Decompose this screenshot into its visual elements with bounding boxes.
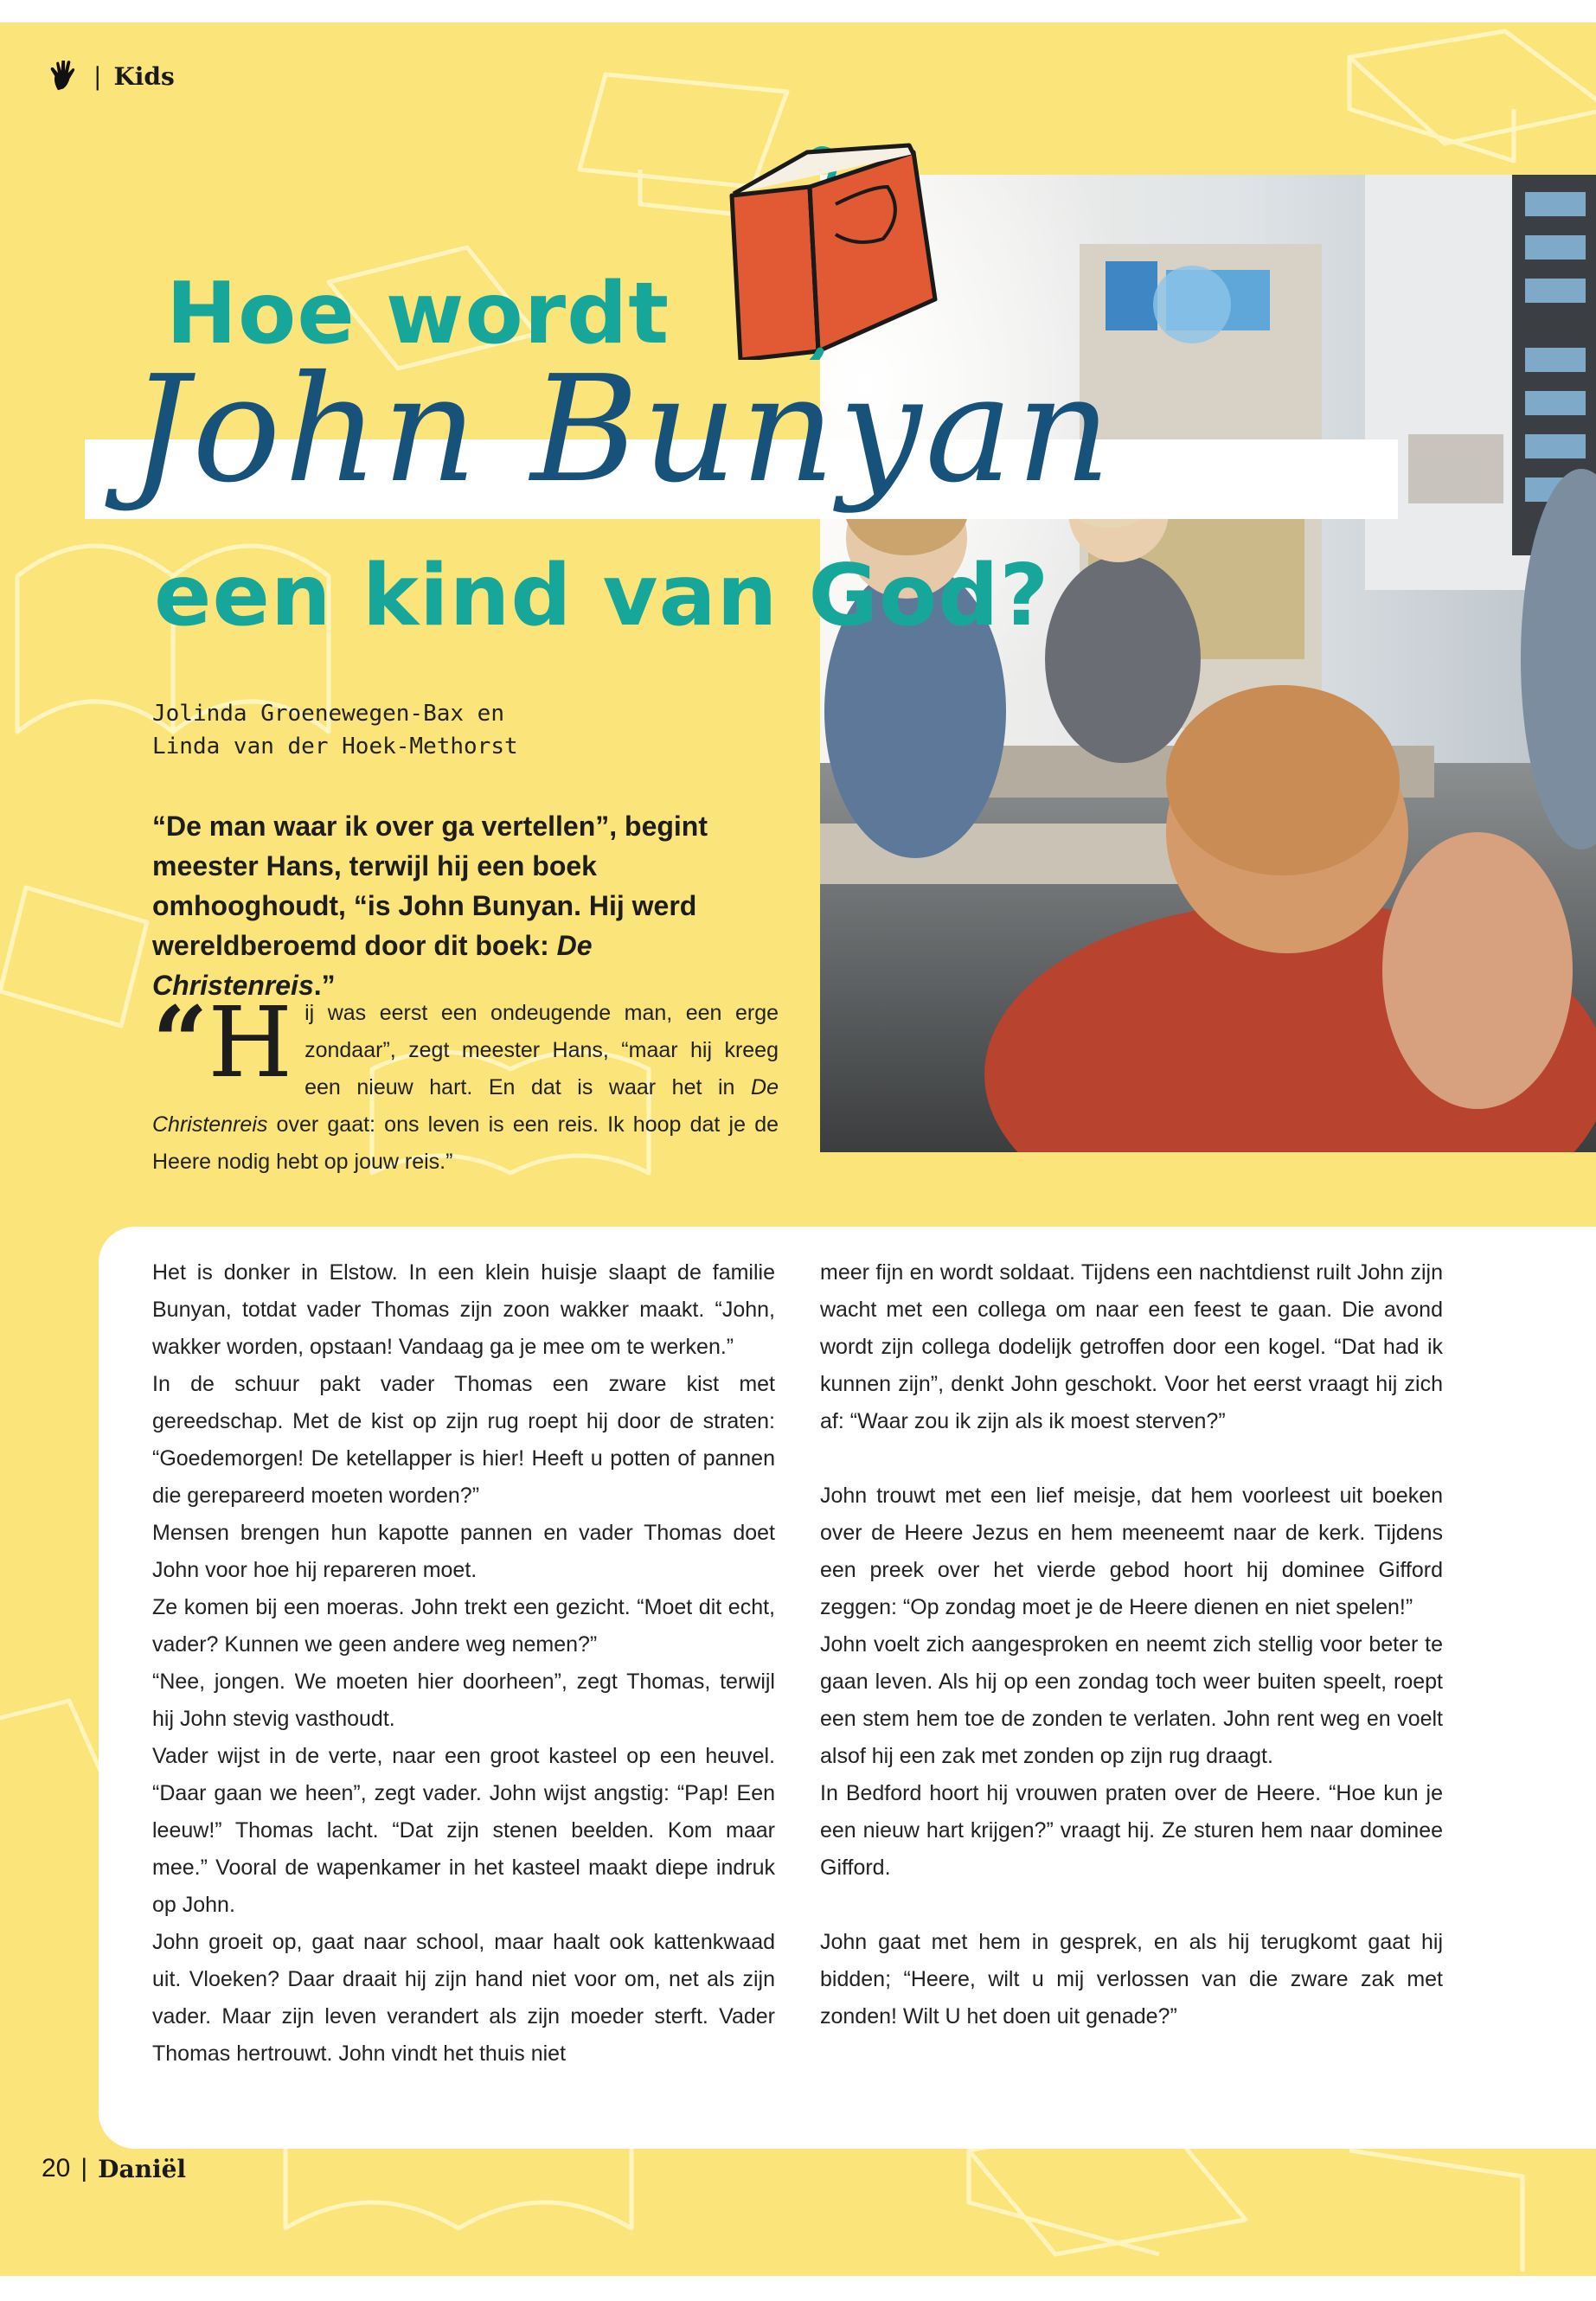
intro-end: .” (313, 970, 336, 1001)
open-book-illustration (723, 135, 939, 360)
drop-cap-letter: H (208, 987, 293, 1099)
paragraph: John gaat met hem in gesprek, en als hij terugkomt gaat hij bidden; “Heere, wilt u mij verlossen van die zware zak met zonden! Wilt U het doen uit genade?” (820, 1930, 1443, 2029)
paragraph: meer fijn en wordt soldaat. Tijdens een nachtdienst ruilt John zijn wacht met een collega om naar een feest te gaan. Die avond wordt zijn collega dodelijk getroffen door een kogel. “Dat had ik kunnen zijn”, denkt John geschokt. Voor het eerst vraagt hij zich af: “Waar zou ik zijn als ik moest sterven?” (820, 1260, 1443, 1433)
section-header (50, 61, 175, 92)
page-footer (42, 2154, 186, 2183)
footer-separator: | (80, 2154, 88, 2182)
lead-paragraph (152, 986, 779, 1181)
title-line-1: Hoe wordt (166, 265, 670, 363)
article-column-2 (820, 1254, 1443, 2035)
paragraph: John trouwt met een lief meisje, dat hem voorleest uit boeken over de Heere Jezus en hem meeneemt naar de kerk. Tijdens een preek over het vierde gebod hoort hij dominee Gifford zeggen: “Op zondag moet je de Heere dienen en niet spelen!” (820, 1484, 1443, 1619)
intro-text: “De man waar ik over ga vertellen”, begint meester Hans, terwijl hij een boek omhooghoudt, “is John Bunyan. Hij werd wereldberoemd door dit boek: (152, 811, 708, 961)
drop-cap-quote: “ (152, 986, 208, 1099)
title-line-3: een kind van God? (154, 547, 1050, 645)
header-separator: | (93, 61, 102, 91)
drop-cap (152, 986, 293, 1099)
title-line-2: John Bunyan (130, 344, 1115, 516)
page-number: 20 (42, 2154, 71, 2182)
paragraph: Ze komen bij een moeras. John trekt een gezicht. “Moet dit echt, vader? Kunnen we geen andere weg nemen?” (152, 1595, 775, 1657)
authors: Jolinda Groenewegen-Bax en Linda van der Hoek-Methorst (152, 701, 518, 760)
hand-icon (50, 61, 81, 92)
paragraph: “Nee, jongen. We moeten hier doorheen”, zegt Thomas, terwijl hij John stevig vasthoudt. (152, 1670, 775, 1731)
article-column-1 (152, 1254, 775, 2073)
paragraph: In Bedford hoort hij vrouwen praten over de Heere. “Hoe kun je een nieuw hart krijgen?” vraagt hij. Ze sturen hem naar dominee Gifford. (820, 1781, 1443, 1880)
paragraph: In de schuur pakt vader Thomas een zware kist met gereedschap. Met de kist op zijn rug roept hij door de straten: “Goedemorgen! De ketellapper is hier! Heeft u potten of pannen die gerepareerd moeten worden?” (152, 1372, 775, 1508)
section-label: Kids (113, 61, 175, 91)
intro-paragraph (152, 806, 779, 1005)
paragraph: John voelt zich aangesproken en neemt zich stellig voor beter te gaan leven. Als hij op een zondag toch weer buiten speelt, roept een stem hem toe de zonden te verlaten. John rent weg en voelt alsof hij een zak met zonden op zijn rug draagt. (820, 1632, 1443, 1768)
lead-italic: De Christenreis (152, 1075, 779, 1137)
lead-text-2: over gaat: ons leven is een reis. Ik hoop dat je de Heere nodig hebt op jouw reis.” (152, 1112, 779, 1174)
paragraph: John groeit op, gaat naar school, maar haalt ook kattenkwaad uit. Vloeken? Daar draait hij zijn hand niet voor om, net als zijn vader. Maar zijn leven verandert als zijn moeder sterft. Vader Thomas hertrouwt. John vindt het thuis niet (152, 1930, 775, 2066)
paragraph: Het is donker in Elstow. In een klein huisje slaapt de familie Bunyan, totdat vader Thomas zijn zoon wakker maakt. “John, wakker worden, opstaan! Vandaag ga je mee om te werken.” (152, 1260, 775, 1359)
paragraph: Vader wijst in de verte, naar een groot kasteel op een heuvel. “Daar gaan we heen”, zegt vader. John wijst angstig: “Pap! Een leeuw!” Thomas lacht. “Dat zijn stenen beelden. Kom maar mee.” Vooral de wapenkamer in het kasteel maakt diepe indruk op John. (152, 1744, 775, 1917)
intro-book-title: De Christenreis (152, 930, 593, 1001)
paragraph: Mensen brengen hun kapotte pannen en vader Thomas doet John voor hoe hij repareren moet. (152, 1521, 775, 1582)
magazine-name: Daniël (98, 2154, 187, 2183)
lead-text-1: ij was eerst een ondeugende man, een erge zondaar”, zegt meester Hans, “maar hij kreeg een nieuw hart. En dat is waar het in (304, 1001, 779, 1099)
